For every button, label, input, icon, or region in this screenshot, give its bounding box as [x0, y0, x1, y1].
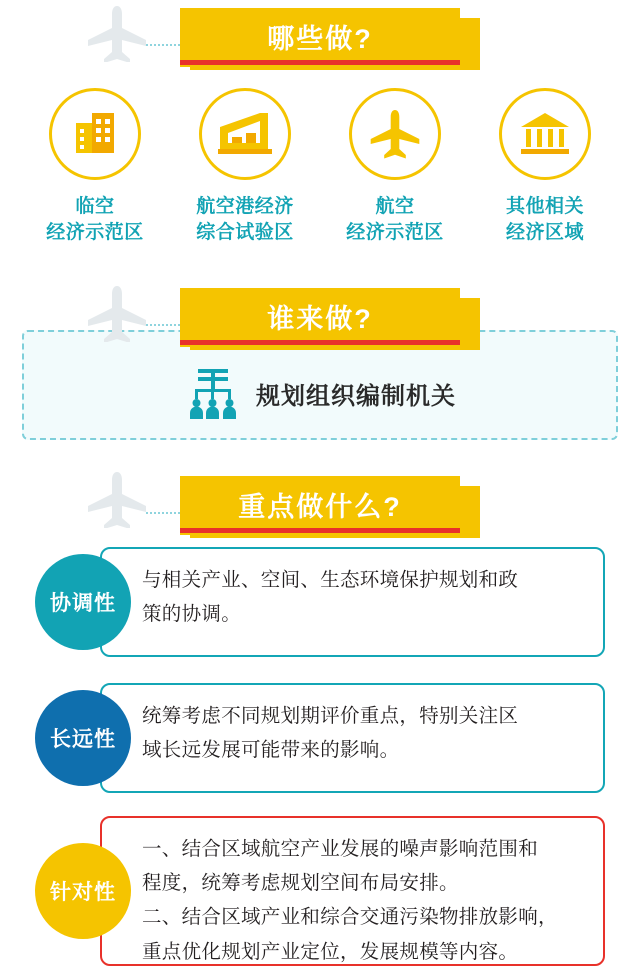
icon-card-hangkonggang[interactable]: [181, 88, 309, 245]
point-text-line: 一、结合区域航空产业发展的噪声影响范围和: [142, 838, 539, 860]
point-box: [100, 816, 605, 966]
banner-label-which: 哪些做?: [180, 8, 460, 67]
section-banner-what: [180, 476, 460, 535]
icon-card-hangkong[interactable]: [331, 88, 459, 245]
airplane-decoration-icon-3: [88, 470, 150, 528]
banner-underline: [180, 60, 460, 65]
dotted-connector-2: [146, 324, 184, 326]
point-text-line: 程度，统筹考虑规划空间布局安排。: [142, 872, 459, 895]
organization-label: 规划组织编制机关: [256, 382, 456, 410]
point-text-line: 策的协调。: [142, 603, 242, 626]
banner-underline: [180, 340, 460, 345]
organization-row: [0, 365, 640, 421]
point-box: [100, 683, 605, 793]
airplane-decoration-icon-2: [88, 284, 150, 342]
icon-card-label: [31, 194, 159, 245]
banner-label-who: 谁来做?: [180, 288, 460, 347]
section-banner-who: [180, 288, 460, 347]
airplane-icon: [349, 88, 441, 180]
icon-card-label: [181, 194, 309, 245]
icon-card-label-line2: 经济示范区: [346, 221, 444, 243]
point-text: [102, 685, 603, 781]
banner-underline: [180, 528, 460, 533]
point-text-line: 域长远发展可能带来的影响。: [142, 739, 400, 762]
section-banner-which: [180, 8, 460, 67]
dotted-connector-3: [146, 512, 184, 514]
icon-card-label-line1: 航空: [375, 196, 415, 217]
point-text-line: 与相关产业、空间、生态环境保护规划和政: [142, 569, 519, 591]
icon-card-label-line2: 综合试验区: [196, 221, 294, 243]
economic-zone-icon-row: [0, 88, 640, 245]
point-card-longterm: [35, 683, 605, 793]
point-text: [102, 549, 603, 645]
point-text: [102, 818, 603, 976]
icon-card-label: [331, 194, 459, 245]
icon-card-qita[interactable]: [481, 88, 609, 245]
icon-card-label-line1: 航空港经济: [196, 196, 294, 217]
airplane-decoration-icon-1: [88, 4, 150, 62]
point-card-targeted: [35, 816, 605, 966]
point-badge-longterm: 长远性: [35, 690, 131, 786]
icon-card-label-line2: 经济区域: [505, 221, 584, 243]
icon-card-label-line2: 经济示范区: [46, 221, 144, 243]
icon-card-linkong[interactable]: [31, 88, 159, 245]
icon-card-label: [481, 194, 609, 245]
banner-label-what: 重点做什么?: [180, 476, 460, 535]
bank-icon: [499, 88, 591, 180]
dotted-connector-1: [146, 44, 184, 46]
point-text-line: 统筹考虑不同规划期评价重点，特别关注区: [142, 705, 519, 727]
organization-icon: [184, 365, 242, 421]
airport-terminal-icon: [199, 88, 291, 180]
point-card-coordination: [35, 547, 605, 657]
point-text-line: 二、结合区域产业和综合交通污染物排放影响，: [142, 906, 558, 929]
icon-card-label-line1: 临空: [75, 196, 115, 217]
point-badge-targeted: 针对性: [35, 843, 131, 939]
point-badge-coordination: 协调性: [35, 554, 131, 650]
building-icon: [49, 88, 141, 180]
point-text-line: 重点优化规划产业定位，发展规模等内容。: [142, 940, 519, 963]
point-box: [100, 547, 605, 657]
icon-card-label-line1: 其他相关: [505, 196, 584, 217]
